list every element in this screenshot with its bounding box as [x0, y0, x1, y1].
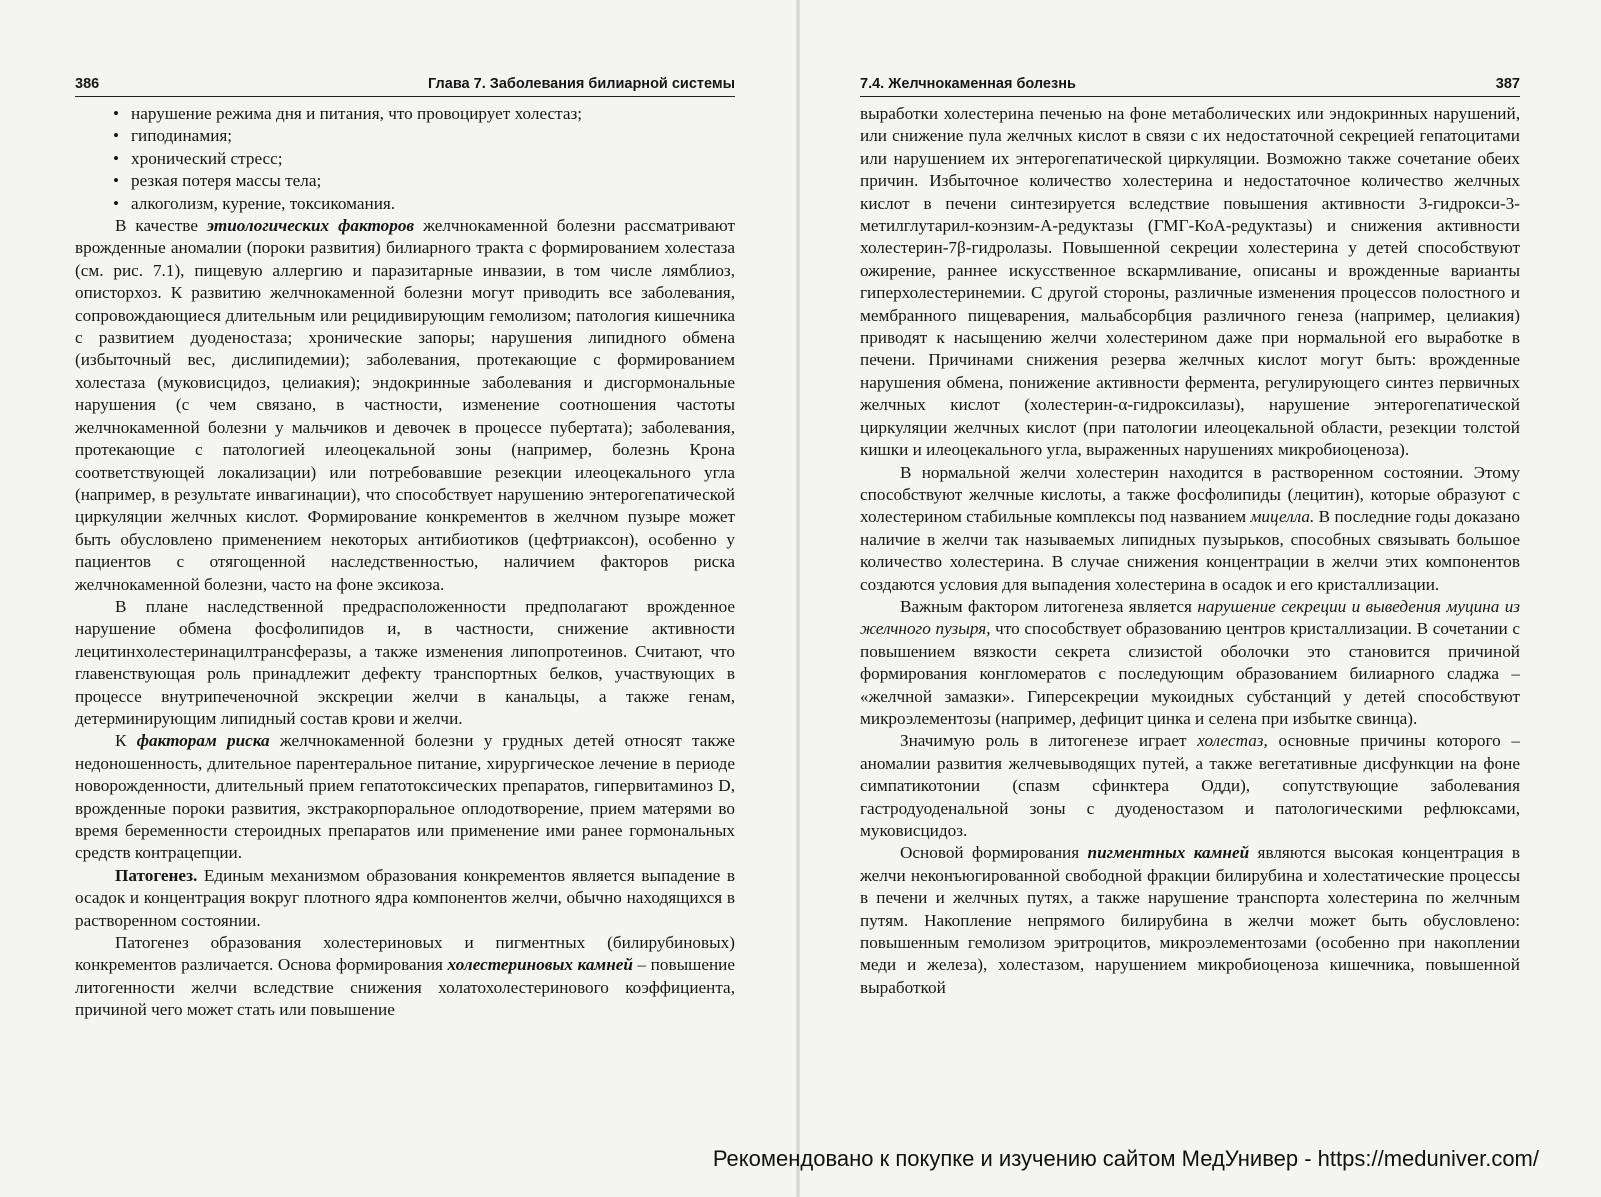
left-page-number: 386: [75, 76, 100, 92]
paragraph-cholestasis: Значимую роль в литогенезе играет холестаз, основные причины которого – аномалии развития желчевыводящих путей, а также вегетативные дисфункции на фоне симпатикотонии (спазм сфинктера Одди), сопутствующие заболевания гастродуоденальной зоны с дуоденостазом и патологическими рефлюксами, муковисцидоз.: [860, 731, 1520, 840]
paragraph-micelles: В нормальной желчи холестерин находится в растворенном состоянии. Этому способствуют желчные кислоты, а также фосфолипиды (лецитин), которые образуют с холестерином стабильные комплексы под названием мицелла. В последние годы доказано наличие в желчи так называемых липидных пузырьков, способных связывать большое количество холестерина. В случае снижения концентрации в желчи этих компонентов создаются условия для выпадения холестерина в осадок и его кристаллизации.: [860, 462, 1520, 594]
paragraph-heredity: В плане наследственной предрасположенности предполагают врожденное нарушение обмена фосфолипидов и, в частности, снижение активности лецитинхолестеринацилтрансферазы, а также изменения липопротеинов. Считают, что главенствующая роль принадлежит дефекту транспортных белков, участвующих в процессе внутрипеченочной экскреции желчи в канальцы, а также генам, детерминирующим липидный состав крови и желчи.: [75, 596, 735, 728]
right-page-number: 387: [1495, 76, 1520, 92]
term-pigment-stones: пигментных камней: [1087, 843, 1250, 863]
paragraph-risk-factors: К факторам риска желчнокаменной болезни у грудных детей относят также недоношенность, длительное парентеральное питание, хирургическое лечение в периоде новорожденности, длительный прием гепатотоксических препаратов, гипервитаминоз D, врожденные пороки развития, экстракорпоральное оплодотворение, прием матерями во время беременности стероидных препаратов или применение ими ранее гормональных средств контрацепции.: [75, 731, 735, 863]
paragraph-cholesterol-production: выработки холестерина печенью на фоне метаболических или эндокринных нарушений, или снижение пула желчных кислот в связи с их недостаточной секрецией гепатоцитами или нарушением их энтерогепатической циркуляции. Возможно также сочетание обеих причин. Избыточное количество холестерина и недостаточное количество желчных кислот в печени синтезируется вследствие повышения активности 3-гидрокси-3-метилглутарил-коэнзим-А-редуктазы (ГМГ-КоА-редуктазы) и снижения активности холестерин-7β-гидролазы. Повышенной секреции холестерина у детей способствуют ожирение, раннее искусственное вскармливание, описаны и врожденные варианты гиперхолестеринемии. С другой стороны, различные изменения процессов полостного и мембранного пищеварения, мальабсорбция различного генеза (например, целиакия) приводят к насыщению желчи холестерином даже при нормальной его выработке в печени. Причинами снижения резерва желчных кислот могут быть: врожденные нарушения обмена, понижение активности фермента, регулирующего синтез первичных желчных кислот (холестерин-α-гидроксилазы), нарушение энтерогепатической циркуляции желчных кислот (при патологии илеоцекальной области, резекции толстой кишки и илеоцекального угла, выраженных нарушениях микробиоценоза).: [860, 104, 1520, 460]
right-running-header: [860, 72, 1520, 97]
term-risk-factors: факторам риска: [136, 731, 270, 751]
term-mucin-secretion: нарушение секреции и выведения муцина из желчного пузыря,: [860, 596, 1520, 639]
paragraph-pigment-stones: Основой формирования пигментных камней являются высокая концентрация в желчи неконъюгированной свободной фракции билирубина и холестатические процессы в печени и желчных путях, а также нарушение транспорта холестерина по желчным путям. Накопление непрямого билирубина в желчи может быть обусловлено: повышенным гемолизом эритроцитов, микроэлементозами (особенно при накоплении меди и железа), холестазом, нарушением микробиоценоза кишечника, повышенной выработкой: [860, 843, 1521, 997]
right-page: [860, 72, 1520, 999]
bullet-item: • гиподинамия;: [113, 125, 735, 147]
paragraph-cholesterol-stones: Патогенез образования холестериновых и пигментных (билирубиновых) конкрементов различается. Основа формирования холестериновых камней – повышение литогенности желчи вследствие снижения холатохолестеринового коэффициента, причиной чего может стать или повышение: [75, 933, 736, 1020]
right-page-body: [860, 103, 1520, 999]
term-cholestasis: холестаз,: [1197, 731, 1268, 751]
bullet-item: • резкая потеря массы тела;: [113, 170, 735, 192]
paragraph-mucin: Важным фактором литогенеза является нарушение секреции и выведения муцина из желчного пузыря, что способствует образованию центров кристаллизации. В сочетании с повышением вязкости секрета слизистой оболочки это становится причиной формирования конгломератов с последующим образованием билиарного сладжа – «желчной замазки». Гиперсекреции мукоидных субстанций у детей способствуют микроэлементозы (например, дефицит цинка и селена при избытке свинца).: [860, 596, 1520, 728]
left-page-body: [75, 103, 735, 1022]
bullet-item: • хронический стресс;: [113, 148, 735, 170]
book-gutter: [796, 0, 800, 1197]
right-running-title: 7.4. Желчнокаменная болезнь: [860, 76, 1076, 92]
left-page: [75, 72, 735, 1022]
risk-bullet-list: [113, 103, 735, 215]
paragraph-pathogenesis: Патогенез. Единым механизмом образования конкрементов является выпадение в осадок и концентрация вокруг плотного ядра компонентов желчи, обычно находящихся в растворенном состоянии.: [75, 865, 735, 930]
footer-recommendation: Рекомендовано к покупке и изучению сайтом МедУнивер - https://meduniver.com/: [712, 1146, 1539, 1171]
left-running-header: [75, 72, 735, 97]
heading-pathogenesis: Патогенез.: [115, 865, 198, 885]
bullet-item: • алкоголизм, курение, токсикомания.: [113, 193, 735, 215]
term-micelle: мицелла.: [1250, 507, 1315, 527]
term-etiological-factors: этиологических факторов: [206, 216, 415, 236]
bullet-item: • нарушение режима дня и питания, что провоцирует холестаз;: [113, 103, 735, 125]
term-cholesterol-stones: холестериновых камней: [447, 955, 633, 975]
paragraph-etiology: В качестве этиологических факторов желчнокаменной болезни рассматривают врожденные аномалии (пороки развития) билиарного тракта с формированием холестаза (см. рис. 7.1), пищевую аллергию и паразитарные инвазии, в том числе лямблиоз, описторхоз. К развитию желчнокаменной болезни могут приводить все заболевания, сопровождающиеся длительным или рецидивирующим гемолизом; патология кишечника с развитием дуоденостаза; хронические запоры; нарушения липидного обмена (избыточный вес, дислипидемии); заболевания, протекающие с формированием холестаза (муковисцидоз, целиакия); эндокринные заболевания и дисгормональные нарушения (с чем связано, в частности, изменение соотношения частоты желчнокаменной болезни у мальчиков и девочек в процессе пубертата); заболевания, протекающие с патологией илеоцекальной зоны (например, болезнь Крона соответствующей локализации) или потребовавшие резекции илеоцекального угла (например, в результате инвагинации), что способствует нарушению энтерогепатической циркуляции желчных кислот. Формирование конкрементов в желчном пузыре может быть обусловлено применением некоторых антибиотиков (цефтриаксон), особенно у пациентов с отягощенной наследственностью, наличием факторов риска желчнокаменной болезни, часто на фоне эксикоза.: [75, 216, 735, 594]
left-running-title: Глава 7. Заболевания билиарной системы: [428, 76, 735, 92]
